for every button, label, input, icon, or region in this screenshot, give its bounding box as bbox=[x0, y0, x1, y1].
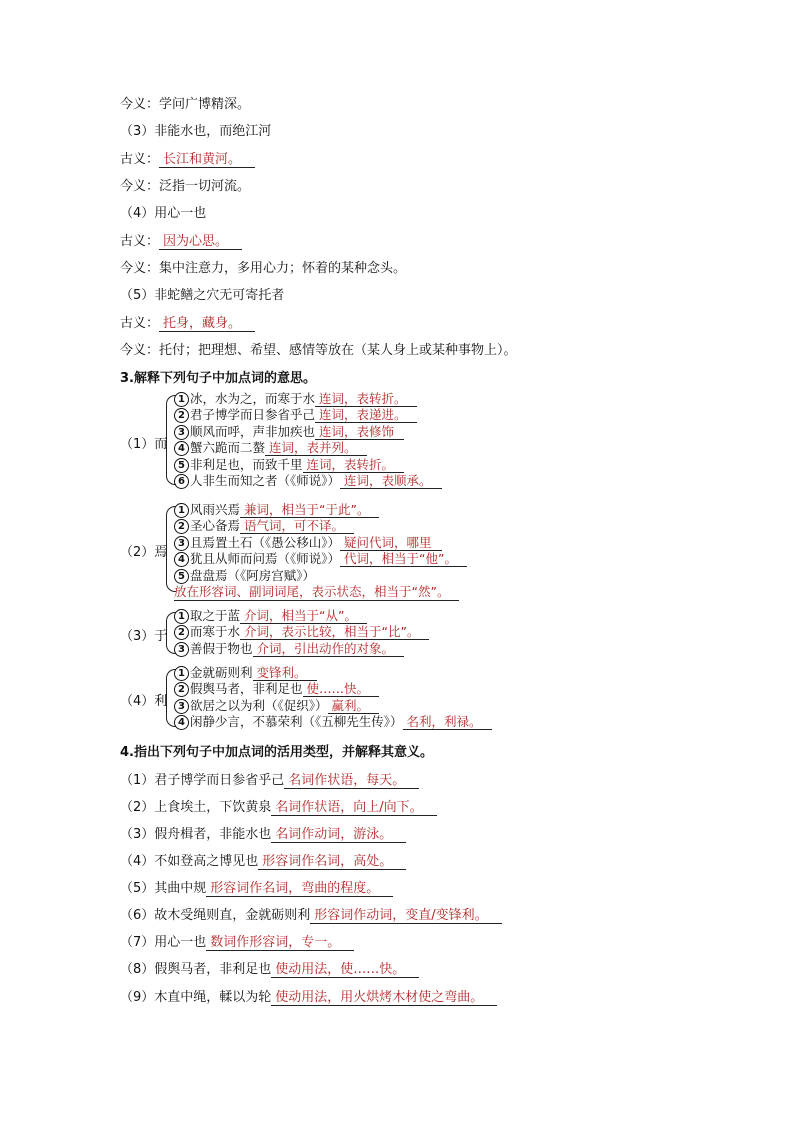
answer-note: 放在形容词、副词词尾，表示状态，相当于“然”。 bbox=[174, 584, 459, 601]
answer-blank: 托身，藏身。 bbox=[159, 316, 255, 332]
line-guyi-3: 古义： 长江和黄河。 bbox=[120, 152, 255, 168]
list-item: 2 假舆马者，非利足也 使……快。 bbox=[174, 681, 492, 697]
group-items bbox=[174, 391, 442, 489]
list-item: 3 欲居之以为利（《促织》） 赢利。 bbox=[174, 698, 492, 714]
list-item: （8）假舆马者，非利足也 使动用法，使……快。 bbox=[120, 962, 419, 978]
list-item: 6 人非生而知之者（《师说》） 连词，表顺承。 bbox=[174, 473, 442, 489]
list-item: 5 盘盘焉（《阿房宫赋》） bbox=[174, 568, 467, 584]
list-item: 2 圣心备焉 语气词，可不译。 bbox=[174, 518, 467, 534]
list-item: （1）君子博学而日参省乎己 名词作状语，每天。 bbox=[120, 773, 419, 789]
group-items bbox=[174, 502, 467, 601]
line-jinyi-1: 今义：学问广博精深。 bbox=[120, 97, 251, 112]
list-item: 2 而寒于水 介词，表示比较，相当于“比”。 bbox=[174, 624, 429, 640]
list-item: （9）木直中绳，輮以为轮 使动用法，用火烘烤木材使之弯曲。 bbox=[120, 990, 497, 1006]
line-item-4: （4）用心一也 bbox=[120, 206, 207, 221]
line-guyi-4: 古义： 因为心思。 bbox=[120, 234, 242, 250]
list-item: 3 顺风而呼，声非加疾也 连词，表修饰 bbox=[174, 424, 442, 440]
line-jinyi-5: 今义：托付；把理想、希望、感情等放在（某人身上或某种事物上）。 bbox=[120, 343, 517, 358]
list-item: （4）不如登高之博见也 形容词作名词，高处。 bbox=[120, 854, 406, 870]
list-item: 3 善假于物也 介词，引出动作的对象。 bbox=[174, 641, 429, 657]
group-label: （3）于 bbox=[120, 629, 168, 644]
group-label: （4）利 bbox=[120, 694, 168, 709]
answer-blank: 因为心思。 bbox=[159, 234, 242, 250]
line-jinyi-4: 今义：集中注意力，多用心力；怀着的某种念头。 bbox=[120, 261, 407, 276]
list-item: 1 冰，水为之，而寒于水 连词，表转折。 bbox=[174, 391, 442, 407]
list-item: （7）用心一也 数词作形容词，专一。 bbox=[120, 935, 354, 951]
group-items bbox=[174, 665, 492, 731]
line-item-5: （5）非蛇鳝之穴无可寄托者 bbox=[120, 288, 285, 303]
list-item: （2）上食埃土，下饮黄泉 名词作状语，向上/向下。 bbox=[120, 800, 437, 816]
list-item: 1 取之于蓝 介词，相当于“从”。 bbox=[174, 608, 429, 624]
section-3-title: 3.解释下列句子中加点词的意思。 bbox=[120, 371, 316, 386]
list-item: （6）故木受绳则直，金就砺则利 形容词作动词，变直/变锋利。 bbox=[120, 908, 502, 924]
group-label: （2）焉 bbox=[120, 545, 168, 560]
group-items bbox=[174, 608, 429, 657]
list-item: （5）其曲中规 形容词作名词，弯曲的程度。 bbox=[120, 881, 393, 897]
list-item: 1 风雨兴焉 兼词，相当于“于此”。 bbox=[174, 502, 467, 518]
section-4-title: 4.指出下列句子中加点词的活用类型，并解释其意义。 bbox=[120, 745, 433, 760]
line-item-3: （3）非能水也，而绝江河 bbox=[120, 124, 272, 139]
line-guyi-5: 古义： 托身，藏身。 bbox=[120, 316, 255, 332]
list-item: 1 金就砺则利 变锋利。 bbox=[174, 665, 492, 681]
answer-blank: 长江和黄河。 bbox=[159, 152, 255, 168]
list-item: 2 君子博学而日参省乎己 连词，表递进。 bbox=[174, 407, 442, 423]
list-item: 4 犹且从师而问焉（《师说》） 代词，相当于“他”。 bbox=[174, 551, 467, 567]
list-item: （3）假舟楫者，非能水也 名词作动词，游泳。 bbox=[120, 827, 406, 843]
line-jinyi-3: 今义：泛指一切河流。 bbox=[120, 179, 251, 194]
list-item: 4 蟹六跪而二螯 连词，表并列。 bbox=[174, 440, 442, 456]
list-item: 5 非利足也，而致千里 连词，表转折。 bbox=[174, 457, 442, 473]
list-item: 4 闲静少言，不慕荣利（《五柳先生传》） 名利，利禄。 bbox=[174, 714, 492, 730]
list-item: 3 且焉置土石（《愚公移山》） 疑问代词，哪里 bbox=[174, 535, 467, 551]
group-label: （1）而 bbox=[120, 437, 168, 452]
